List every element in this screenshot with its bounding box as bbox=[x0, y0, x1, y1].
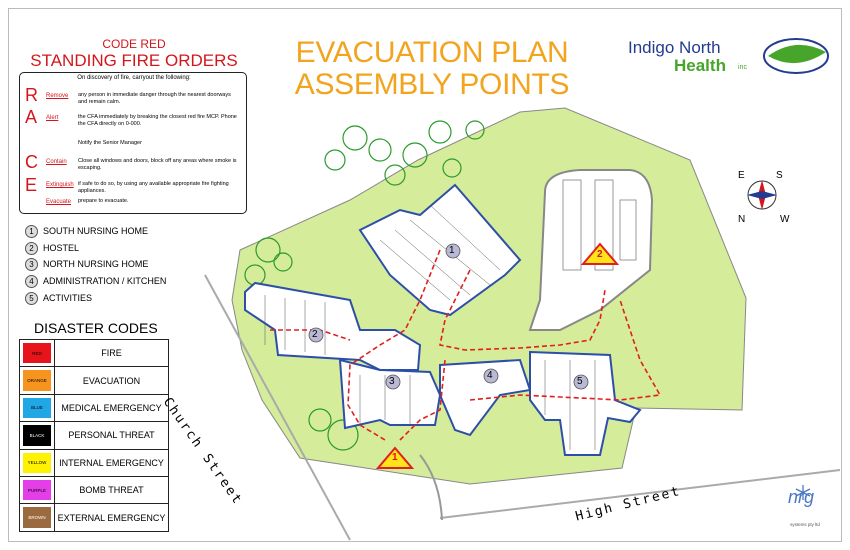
disaster-codes-table bbox=[19, 339, 169, 532]
map-label-4: 4 bbox=[487, 370, 493, 381]
race-word-contain: Contain bbox=[46, 159, 67, 165]
code-label-evacuation: EVACUATION bbox=[54, 367, 168, 393]
assembly-label-2: 2 bbox=[597, 249, 603, 260]
logo-suffix: inc bbox=[738, 64, 747, 71]
race-word-evacuate: Evacuate bbox=[46, 199, 72, 205]
indigo-logo-icon bbox=[764, 39, 828, 73]
street-label-church: Church Street bbox=[159, 395, 246, 509]
compass-east: E bbox=[738, 170, 745, 181]
map-label-3: 3 bbox=[389, 376, 395, 387]
race-intro: On discovery of fire, carryout the following: bbox=[77, 75, 191, 81]
code-label-medical: MEDICAL EMERGENCY bbox=[54, 395, 168, 421]
assembly-label-1: 1 bbox=[392, 452, 398, 463]
building-key-2 bbox=[25, 241, 79, 255]
code-swatch-purple: PURPLE bbox=[23, 480, 51, 500]
race-text-evacuate: prepare to evacuate. bbox=[78, 198, 129, 204]
key-label-5: ACTIVITIES bbox=[43, 293, 93, 303]
fire-orders-heading: STANDING FIRE ORDERS bbox=[30, 51, 238, 70]
code-label-fire: FIRE bbox=[54, 340, 168, 366]
key-number-1: 1 bbox=[25, 225, 38, 238]
race-word-alert: Alert bbox=[46, 115, 59, 121]
code-swatch-yellow: YELLOW bbox=[23, 453, 51, 473]
code-swatch-orange: ORANGE bbox=[23, 370, 51, 390]
building-key-5 bbox=[25, 291, 92, 305]
code-swatch-red: RED bbox=[23, 343, 51, 363]
code-row-fire bbox=[20, 340, 168, 367]
logo-name-1: Indigo North bbox=[628, 38, 721, 57]
key-number-5: 5 bbox=[25, 292, 38, 305]
nrg-logo-text: nrg bbox=[788, 487, 815, 507]
code-swatch-black: BLACK bbox=[23, 425, 51, 445]
plan-title-line-1: EVACUATION PLAN bbox=[295, 36, 569, 69]
plan-title-line-2: ASSEMBLY POINTS bbox=[294, 68, 570, 101]
code-label-personal: PERSONAL THREAT bbox=[54, 422, 168, 448]
race-text-remove: any person in immediate danger through the nearest doorways and remain calm. bbox=[78, 92, 231, 105]
race-word-remove: Remove bbox=[46, 93, 69, 99]
disaster-codes-title: DISASTER CODES bbox=[34, 320, 158, 336]
key-label-2: HOSTEL bbox=[43, 243, 80, 253]
race-text-contain: Close all windows and doors, block off any areas where smoke is escaping. bbox=[78, 158, 237, 171]
key-number-4: 4 bbox=[25, 275, 38, 288]
code-row-personal bbox=[20, 422, 168, 449]
race-text-alert: the CFA immediately by breaking the closest red fire MCP. Phone the CFA directly on 0-000. bbox=[78, 114, 237, 127]
street-label-high: High Street bbox=[574, 483, 683, 525]
building-key-1 bbox=[25, 224, 148, 238]
map-label-2: 2 bbox=[312, 329, 318, 340]
race-letter-c: C bbox=[25, 152, 38, 172]
code-row-evacuation bbox=[20, 367, 168, 394]
key-number-3: 3 bbox=[25, 258, 38, 271]
code-red-label: CODE RED bbox=[102, 37, 166, 51]
code-row-medical bbox=[20, 395, 168, 422]
code-label-external: EXTERNAL EMERGENCY bbox=[54, 504, 168, 530]
race-letter-a: A bbox=[25, 107, 38, 127]
map-label-1: 1 bbox=[449, 245, 455, 256]
race-text-extinguish: if safe to do so, by using any available appropriate fire fighting appliances. bbox=[78, 181, 229, 194]
key-label-3: NORTH NURSING HOME bbox=[43, 259, 149, 269]
building-key-3 bbox=[25, 257, 148, 271]
race-word-extinguish: Extinguish bbox=[46, 182, 74, 188]
key-label-4: ADMINISTRATION / KITCHEN bbox=[43, 276, 167, 286]
code-swatch-brown: BROWN bbox=[23, 507, 51, 527]
code-label-internal: INTERNAL EMERGENCY bbox=[54, 450, 168, 476]
code-swatch-blue: BLUE bbox=[23, 398, 51, 418]
map-label-5: 5 bbox=[577, 376, 583, 387]
code-row-internal bbox=[20, 450, 168, 477]
code-row-external bbox=[20, 504, 168, 530]
race-letter-e: E bbox=[25, 175, 38, 195]
key-label-1: SOUTH NURSING HOME bbox=[43, 226, 149, 236]
compass-north: N bbox=[738, 214, 746, 225]
logo-name-2: Health bbox=[674, 56, 726, 75]
nrg-tagline: systems pty ltd bbox=[790, 522, 820, 527]
key-number-2: 2 bbox=[25, 242, 38, 255]
building-key-4 bbox=[25, 274, 166, 288]
code-row-bomb bbox=[20, 477, 168, 504]
compass-south: S bbox=[776, 170, 783, 181]
compass-icon bbox=[747, 180, 777, 210]
compass-west: W bbox=[780, 214, 790, 225]
race-letter-r: R bbox=[25, 85, 38, 105]
race-text-notify: Notify the Senior Manager bbox=[78, 140, 142, 146]
code-label-bomb: BOMB THREAT bbox=[54, 477, 168, 503]
